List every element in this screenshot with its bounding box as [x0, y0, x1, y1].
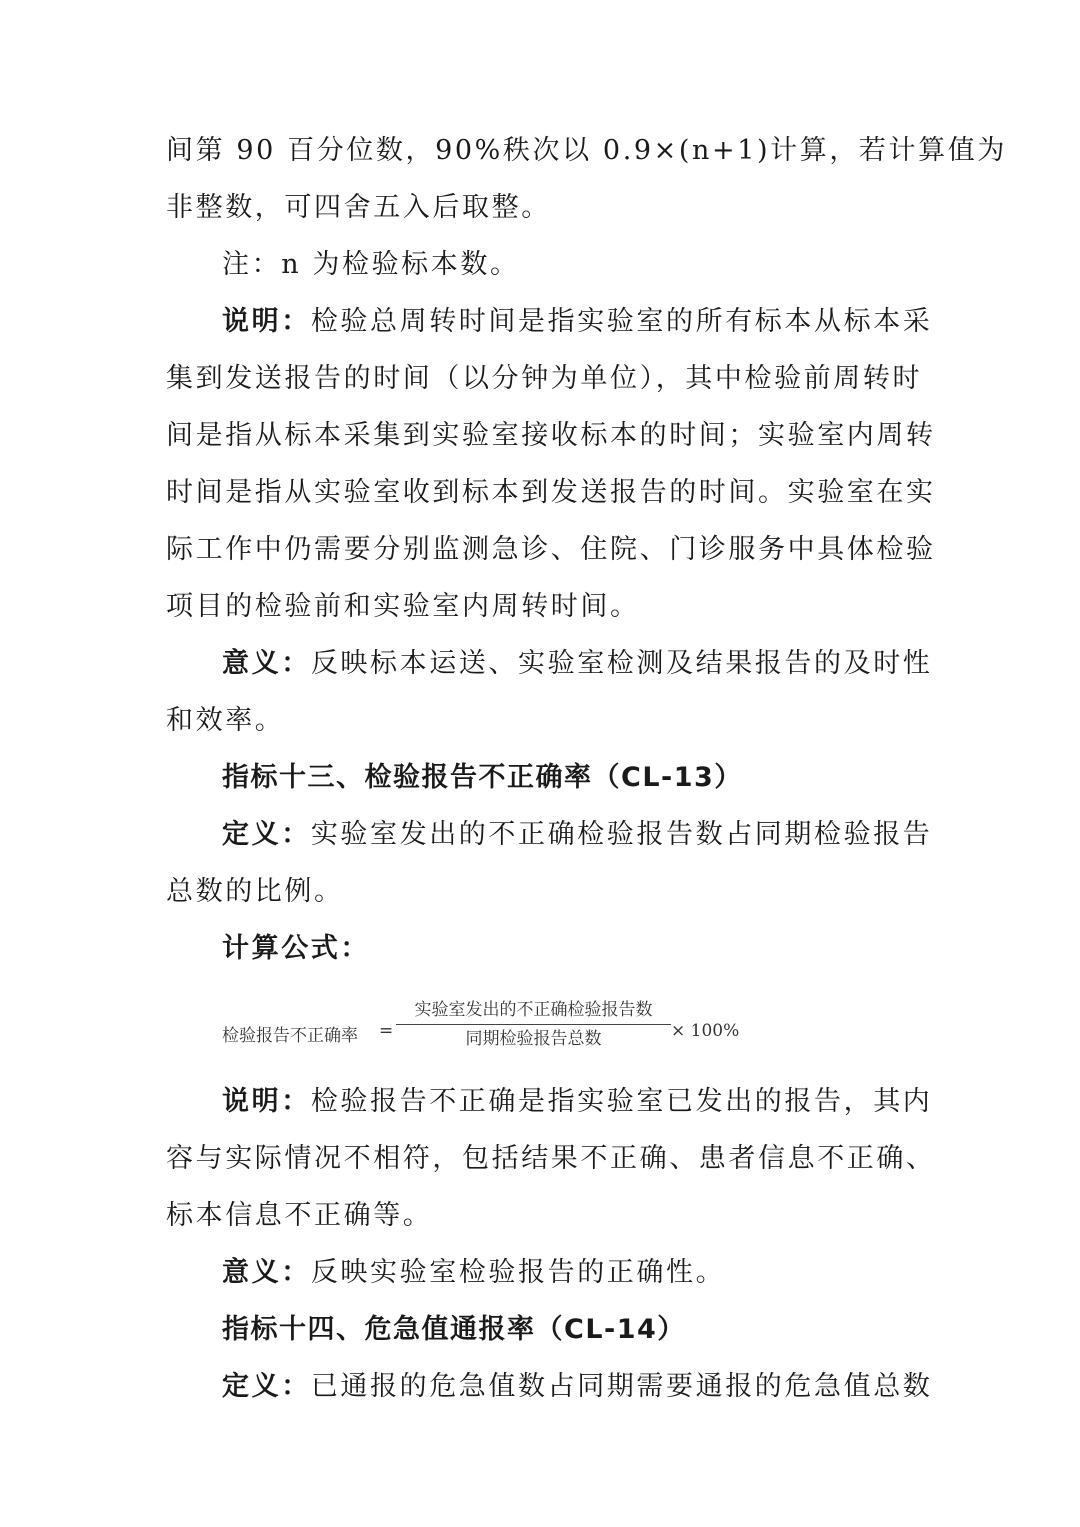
explain-text: 检验总周转时间是指实验室的所有标本从标本采 [310, 306, 933, 337]
formula-equals: = [379, 1021, 394, 1041]
explain-text: 检验报告不正确是指实验室已发出的报告，其内 [310, 1086, 933, 1117]
definition-label: 定义： [222, 819, 311, 850]
text-line: 集到发送报告的时间（以分钟为单位），其中检验前周转时 [166, 363, 923, 394]
formula-denominator: 同期检验报告总数 [465, 1029, 602, 1049]
meaning-text: 反映实验室检验报告的正确性。 [310, 1257, 726, 1288]
formula-block [166, 981, 916, 1073]
explain-label: 说明： [222, 1086, 311, 1117]
ind14-definition-paragraph [166, 1358, 933, 1415]
formula-lhs: 检验报告不正确率 [222, 1026, 358, 1046]
definition-text: 实验室发出的不正确检验报告数占同期检验报告 [310, 819, 933, 850]
text-line: 和效率。 [166, 705, 285, 736]
text-line: 间是指从标本采集到实验室接收标本的时间；实验室内周转 [166, 420, 936, 451]
formula-label: 计算公式： [222, 933, 370, 964]
section-heading-cl14: 指标十四、危急值通报率（CL-14） [222, 1314, 686, 1345]
formula-multiplier: × 100% [671, 1021, 740, 1041]
text-line: 时间是指从实验室收到标本到发送报告的时间。实验室在实 [166, 477, 936, 508]
meaning-label: 意义： [222, 1257, 311, 1288]
ind13-meaning-paragraph [166, 1244, 916, 1301]
text-line: 总数的比例。 [166, 876, 344, 907]
note-line: 注：n 为检验标本数。 [222, 249, 520, 280]
explain-label: 说明： [222, 306, 311, 337]
meaning-text: 反映标本运送、实验室检测及结果报告的及时性 [310, 648, 933, 679]
document-page [166, 122, 1007, 1415]
section-heading-cl13: 指标十三、检验报告不正确率（CL-13） [222, 762, 743, 793]
formula-fraction [396, 998, 671, 1051]
text-line: 间第 90 百分位数，90%秩次以 0.9×(n+1)计算，若计算值为 [166, 135, 1007, 166]
ind12-explain-paragraph [166, 293, 933, 350]
formula-numerator: 实验室发出的不正确检验报告数 [414, 1000, 653, 1020]
text-line: 容与实际情况不相符，包括结果不正确、患者信息不正确、 [166, 1143, 936, 1174]
text-line: 际工作中仍需要分别监测急诊、住院、门诊服务中具体检验 [166, 534, 936, 565]
fraction-bar [396, 1024, 671, 1025]
definition-label: 定义： [222, 1371, 311, 1402]
ind12-meaning-paragraph [166, 635, 933, 692]
definition-text: 已通报的危急值数占同期需要通报的危急值总数 [310, 1371, 933, 1402]
ind13-explain-paragraph [166, 1073, 933, 1130]
text-line: 项目的检验前和实验室内周转时间。 [166, 591, 640, 622]
text-line: 标本信息不正确等。 [166, 1200, 433, 1231]
ind13-definition-paragraph [166, 806, 933, 863]
text-line: 非整数，可四舍五入后取整。 [166, 192, 551, 223]
meaning-label: 意义： [222, 648, 311, 679]
